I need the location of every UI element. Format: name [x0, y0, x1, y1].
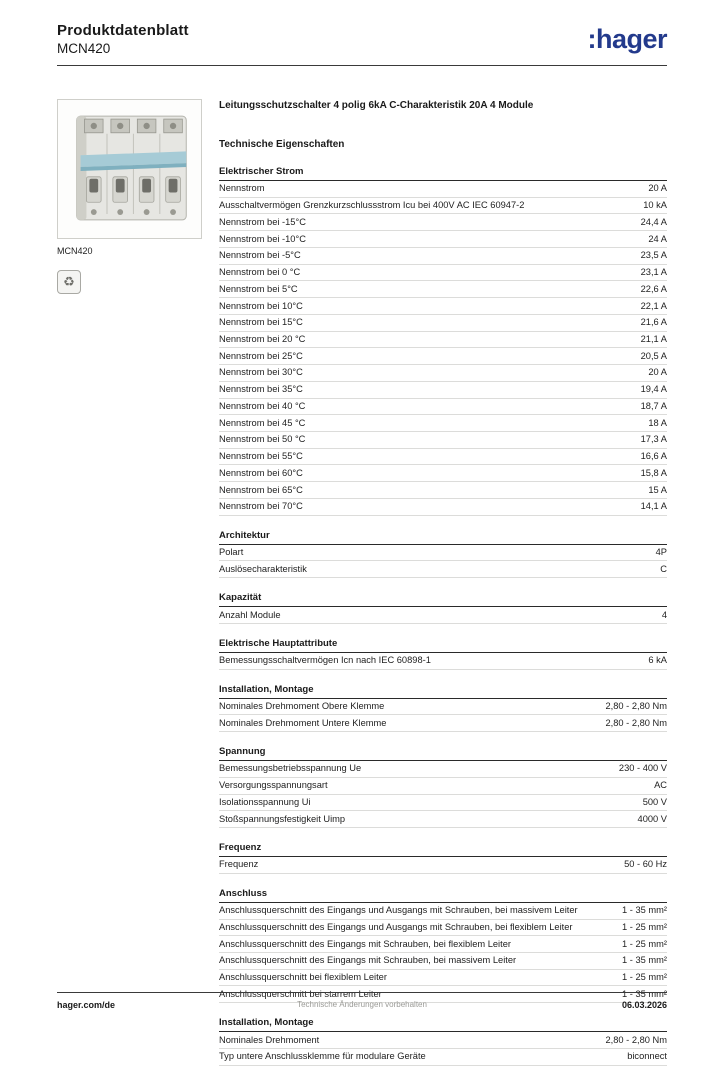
spec-sections [219, 164, 667, 1066]
spec-label: Bemessungsbetriebsspannung Ue [219, 763, 362, 774]
spec-label: Bemessungsschaltvermögen Icn nach IEC 60898-1 [219, 655, 431, 666]
spec-row [219, 332, 667, 349]
section-heading: Elektrischer Strom [219, 164, 667, 181]
spec-row [219, 499, 667, 516]
spec-label: Nennstrom bei 20 °C [219, 334, 306, 344]
spec-label: Nennstrom bei 70°C [219, 501, 303, 512]
left-column [57, 99, 202, 1066]
footer-disclaimer: Technische Änderungen vorbehalten [297, 1000, 427, 1009]
spec-row [219, 561, 667, 578]
page-header [57, 22, 667, 66]
spec-value: 14,1 A [640, 501, 667, 512]
spec-label: Nennstrom bei -10°C [219, 233, 306, 244]
spec-value: 22,1 A [640, 300, 667, 311]
spec-value: 24,4 A [640, 216, 667, 227]
spec-row [219, 482, 667, 499]
section-heading: Elektrische Hauptattribute [219, 636, 667, 653]
certification-icon: ♻ [57, 270, 81, 294]
spec-value: 18,7 A [640, 400, 667, 411]
content-columns [57, 99, 667, 1066]
footer-date: 06.03.2026 [621, 1000, 667, 1010]
product-reference: MCN420 [57, 41, 111, 56]
spec-row [219, 214, 667, 231]
spec-row [219, 265, 667, 282]
spec-value: 4P [655, 547, 667, 558]
spec-label: Anzahl Module [219, 609, 281, 620]
spec-label: Anschlussquerschnitt des Eingangs und Ausgangs mit Schrauben, bei massivem Leiter [219, 905, 578, 916]
spec-row [219, 399, 667, 416]
spec-value: 1 - 25 mm² [622, 938, 667, 949]
spec-value: 4000 V [637, 813, 667, 824]
spec-label: Nennstrom bei 35°C [219, 384, 303, 395]
spec-row [219, 315, 667, 332]
spec-label: Nennstrom bei 40 °C [219, 400, 306, 411]
spec-label: Typ untere Anschlussklemme für modulare Geräte [219, 1051, 426, 1062]
spec-row [219, 1032, 667, 1049]
spec-label: Nennstrom bei 25°C [219, 350, 303, 361]
circuit-breaker-illustration [61, 104, 198, 234]
spec-row [219, 231, 667, 248]
spec-row [219, 545, 667, 562]
spec-value: 19,4 A [640, 384, 667, 395]
spec-value: 24 A [648, 233, 667, 244]
technical-properties-heading: Technische Eigenschaften [219, 139, 345, 150]
spec-value: 230 - 400 V [618, 763, 667, 774]
spec-row [219, 811, 667, 828]
image-caption: MCN420 [57, 246, 93, 256]
spec-row [219, 920, 667, 937]
spec-label: Nennstrom bei 0 °C [219, 267, 301, 278]
spec-label: Nennstrom bei 5°C [219, 283, 298, 294]
spec-row [219, 607, 667, 624]
section-heading: Architektur [219, 528, 667, 545]
section-heading: Installation, Montage [219, 682, 667, 699]
section-heading: Installation, Montage [219, 1015, 667, 1032]
spec-row [219, 465, 667, 482]
spec-label: Ausschaltvermögen Grenzkurzschlussstrom Icu bei 400V AC IEC 60947-2 [219, 200, 525, 211]
page-footer [57, 992, 667, 1010]
spec-value: 20 A [648, 367, 667, 378]
spec-label: Nennstrom bei 15°C [219, 317, 303, 328]
spec-label: Versorgungsspannungsart [219, 780, 328, 791]
section-heading: Kapazität [219, 590, 667, 607]
spec-value: C [660, 563, 667, 574]
spec-value: 18 A [648, 417, 667, 428]
spec-label: Nominales Drehmoment Untere Klemme [219, 717, 387, 728]
right-column [219, 99, 667, 1066]
spec-row [219, 795, 667, 812]
spec-value: 23,5 A [640, 250, 667, 261]
spec-value: 10 kA [643, 200, 667, 211]
spec-value: 23,1 A [640, 267, 667, 278]
spec-label: Auslösecharakteristik [219, 563, 307, 574]
spec-label: Anschlussquerschnitt des Eingangs mit Schrauben, bei massivem Leiter [219, 955, 517, 966]
spec-value: 16,6 A [640, 451, 667, 462]
spec-row [219, 715, 667, 732]
spec-label: Anschlussquerschnitt des Eingangs mit Schrauben, bei flexiblem Leiter [219, 938, 511, 949]
spec-row [219, 1049, 667, 1066]
header-titles [57, 22, 189, 56]
spec-value: 20,5 A [640, 350, 667, 361]
document-title: Produktdatenblatt [57, 22, 189, 39]
footer-row [57, 1000, 667, 1010]
spec-value: 17,3 A [640, 434, 667, 445]
hager-logo: :hager [587, 24, 667, 54]
spec-row [219, 903, 667, 920]
spec-label: Nominales Drehmoment Obere Klemme [219, 701, 385, 712]
spec-value: 1 - 25 mm² [622, 921, 667, 932]
spec-row [219, 699, 667, 716]
spec-value: 6 kA [648, 655, 667, 666]
spec-row [219, 432, 667, 449]
spec-row [219, 365, 667, 382]
spec-label: Stoßspannungsfestigkeit Uimp [219, 813, 346, 824]
spec-label: Nennstrom bei 55°C [219, 451, 303, 462]
spec-value: 500 V [642, 796, 667, 807]
spec-value: 21,6 A [640, 317, 667, 328]
spec-row [219, 778, 667, 795]
spec-value: 50 - 60 Hz [624, 859, 667, 870]
spec-label: Nennstrom bei 65°C [219, 484, 303, 495]
product-title: Leitungsschutzschalter 4 polig 6kA C-Charakteristik 20A 4 Module [219, 100, 534, 111]
spec-value: 20 A [648, 183, 667, 194]
spec-value: 1 - 35 mm² [622, 955, 667, 966]
spec-value: 1 - 35 mm² [622, 988, 667, 999]
spec-row [219, 936, 667, 953]
spec-row [219, 857, 667, 874]
spec-value: 2,80 - 2,80 Nm [605, 701, 667, 712]
spec-value: 22,6 A [640, 283, 667, 294]
spec-label: Nominales Drehmoment [219, 1034, 320, 1045]
spec-label: Nennstrom bei 30°C [219, 367, 303, 378]
spec-label: Nennstrom bei 60°C [219, 467, 303, 478]
spec-value: 1 - 25 mm² [622, 972, 667, 983]
spec-label: Nennstrom bei 10°C [219, 300, 303, 311]
spec-label: Nennstrom [219, 183, 265, 194]
spec-row [219, 181, 667, 198]
spec-label: Anschlussquerschnitt bei flexiblem Leiter [219, 972, 387, 983]
spec-value: 15,8 A [640, 467, 667, 478]
spec-row [219, 298, 667, 315]
spec-value: AC [654, 780, 667, 791]
spec-label: Frequenz [219, 859, 259, 870]
spec-value: 2,80 - 2,80 Nm [605, 1034, 667, 1045]
spec-row [219, 761, 667, 778]
spec-value: biconnect [627, 1051, 667, 1062]
section-heading: Spannung [219, 744, 667, 761]
spec-value: 21,1 A [640, 334, 667, 344]
spec-label: Nennstrom bei 45 °C [219, 417, 306, 428]
spec-label: Anschlussquerschnitt bei starrem Leiter [219, 988, 382, 999]
spec-row [219, 449, 667, 466]
spec-row [219, 653, 667, 670]
spec-row [219, 281, 667, 298]
spec-row [219, 382, 667, 399]
spec-row [219, 970, 667, 987]
spec-value: 2,80 - 2,80 Nm [605, 717, 667, 728]
spec-label: Isolationsspannung Ui [219, 796, 311, 807]
spec-row [219, 198, 667, 215]
spec-label: Nennstrom bei -5°C [219, 250, 301, 261]
spec-value: 1 - 35 mm² [622, 905, 667, 916]
product-image [57, 99, 202, 239]
section-heading: Frequenz [219, 840, 667, 857]
spec-value: 15 A [648, 484, 667, 495]
section-heading: Anschluss [219, 886, 667, 903]
spec-label: Nennstrom bei -15°C [219, 216, 306, 227]
spec-label: Anschlussquerschnitt des Eingangs und Ausgangs mit Schrauben, bei flexiblem Leiter [219, 921, 573, 932]
spec-value: 4 [661, 609, 667, 620]
spec-row [219, 953, 667, 970]
hager-website-link[interactable]: hager.com/de [57, 1000, 116, 1010]
spec-row [219, 415, 667, 432]
spec-label: Polart [219, 547, 244, 558]
spec-label: Nennstrom bei 50 °C [219, 434, 306, 445]
spec-row [219, 248, 667, 265]
spec-row [219, 348, 667, 365]
